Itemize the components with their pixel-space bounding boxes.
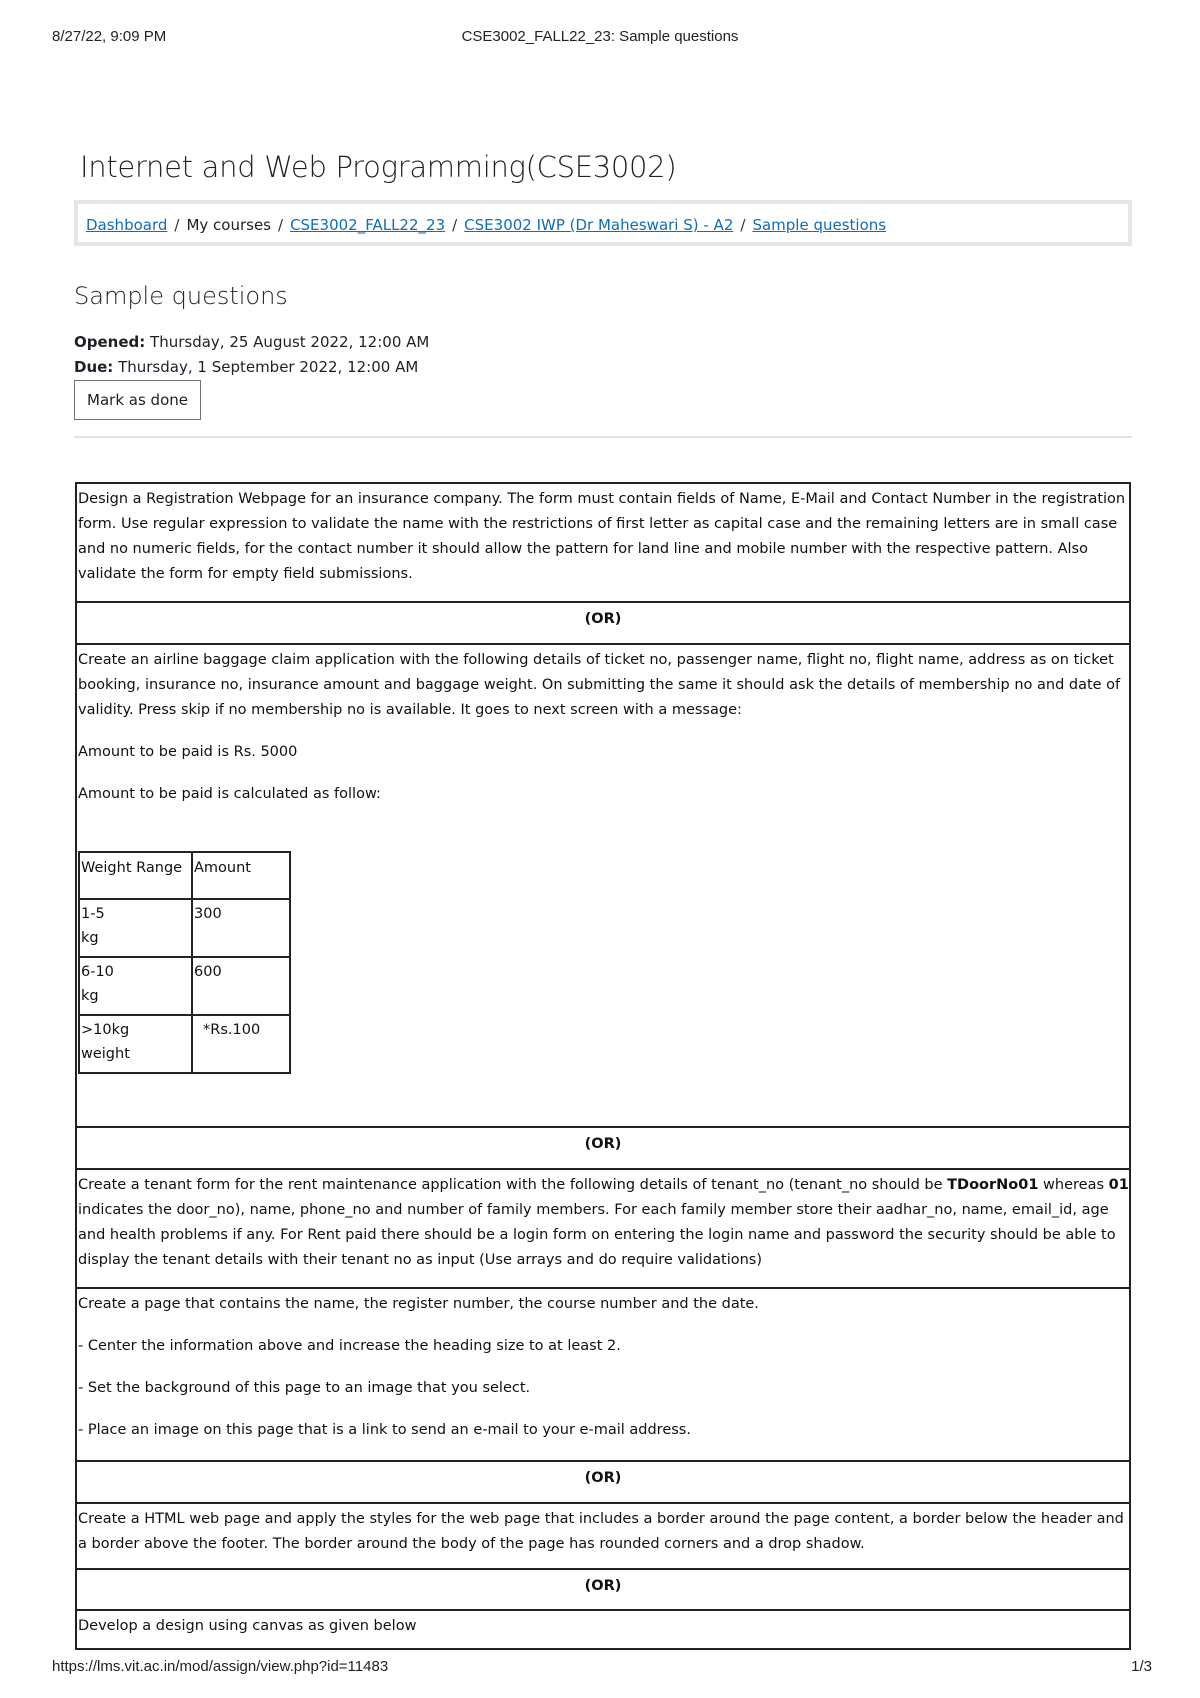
divider [74,436,1132,438]
question-styled-page: Create a HTML web page and apply the styles for the web page that includes a border around the page content, a border below the header and a border above the footer. The border around the body of the page has rounded corners and a drop shadow. [76,1503,1130,1568]
breadcrumb-dashboard[interactable]: Dashboard [86,216,168,234]
opened-date [74,330,429,355]
page-heading: Sample questions [74,282,288,310]
weight-range-cell: 6-10 kg [79,957,192,1015]
question-registration-form: Design a Registration Webpage for an insurance company. The form must contain fields of Name, E-Mail and Contact Number in the registration form. Use regular expression to validate the name with the restrictions of first letter as capital case and the remaining letters are in small case and no numeric fields, for the contact number it should allow the pattern for land line and mobile number with the respective pattern. Also validate the form for empty field submissions. [76,483,1130,602]
info-page-intro: Create a page that contains the name, the register number, the course number and the date. [78,1295,759,1312]
print-url: https://lms.vit.ac.in/mod/assign/view.php?id=11483 [52,1658,389,1675]
amount-line: Amount to be paid is Rs. 5000 [78,743,298,760]
table-row [76,1169,1130,1288]
table-row [76,1288,1130,1462]
tenant-bold-door-no: TDoorNo01 [947,1176,1039,1193]
question-info-page [76,1288,1130,1462]
print-title: CSE3002_FALL22_23: Sample questions [461,28,739,45]
or-separator: (OR) [76,1569,1130,1611]
breadcrumb-my-courses: My courses [186,216,271,234]
breadcrumb-separator: / [174,216,180,234]
due-value: Thursday, 1 September 2022, 12:00 AM [118,358,419,376]
table-row [76,644,1130,1127]
print-header [0,28,1200,48]
amount-cell: 300 [192,899,290,957]
table-row [79,899,290,957]
due-date [74,355,429,380]
mark-as-done-button[interactable]: Mark as done [74,380,201,420]
breadcrumb [74,200,1132,246]
print-page-number: 1/3 [1131,1658,1152,1675]
opened-label: Opened: [74,333,146,351]
breadcrumb-separator: / [740,216,746,234]
header-amount: Amount [192,852,290,899]
question-baggage-claim [76,644,1130,1127]
print-datetime: 8/27/22, 9:09 PM [52,28,167,45]
breadcrumb-course-code[interactable]: CSE3002_FALL22_23 [290,216,446,234]
weight-range-cell: >10kg weight [79,1015,192,1073]
weight-table [78,851,291,1074]
tenant-text-2: whereas [1038,1176,1109,1193]
tenant-bold-01: 01 [1108,1176,1129,1193]
table-row [76,1610,1130,1649]
amount-cell: 600 [192,957,290,1015]
breadcrumb-separator: / [278,216,284,234]
calc-line: Amount to be paid is calculated as follow: [78,785,381,802]
info-page-bullet: - Center the information above and increase the heading size to at least 2. [78,1337,621,1354]
amount-cell: *Rs.100 [192,1015,290,1073]
or-separator: (OR) [76,1461,1130,1503]
course-title: Internet and Web Programming(CSE3002) [80,150,677,184]
tenant-text-1: Create a tenant form for the rent maintenance application with the following details of tenant_no (tenant_no should be [78,1176,948,1193]
table-row [79,1015,290,1073]
info-page-bullet: - Place an image on this page that is a link to send an e-mail to your e-mail address. [78,1421,691,1438]
question-text: Create an airline baggage claim application with the following details of ticket no, passenger name, flight no, flight name, address as on ticket booking, insurance no, insurance amount and baggage weight. On submitting the same it should ask the details of membership no and date of validity. Press skip if no membership no is available. It goes to next screen with a message: [78,651,1121,718]
breadcrumb-sample-questions[interactable]: Sample questions [752,216,887,234]
weight-table-header [79,852,290,899]
info-page-bullet: - Set the background of this page to an image that you select. [78,1379,531,1396]
table-row [76,1503,1130,1568]
opened-value: Thursday, 25 August 2022, 12:00 AM [150,333,430,351]
table-row [76,1127,1130,1169]
or-separator: (OR) [76,1127,1130,1169]
print-footer [0,1658,1200,1678]
table-row [76,1569,1130,1611]
header-weight-range: Weight Range [79,852,192,899]
due-label: Due: [74,358,114,376]
questions-table [75,482,1131,1650]
breadcrumb-separator: / [452,216,458,234]
table-row [76,483,1130,602]
weight-range-cell: 1-5 kg [79,899,192,957]
breadcrumb-course-section[interactable]: CSE3002 IWP (Dr Maheswari S) - A2 [464,216,734,234]
question-canvas-design: Develop a design using canvas as given below [76,1610,1130,1649]
table-row [79,957,290,1015]
question-tenant-form [76,1169,1130,1288]
table-row [76,602,1130,644]
table-row [76,1461,1130,1503]
assignment-dates [74,330,429,380]
or-separator: (OR) [76,602,1130,644]
tenant-text-3: indicates the door_no), name, phone_no and number of family members. For each family member store their aadhar_no, name, email_id, age and health problems if any. For Rent paid there should be a login form on entering the login name and password the security should be able to display the tenant details with their tenant no as input (Use arrays and do require validations) [78,1201,1116,1268]
